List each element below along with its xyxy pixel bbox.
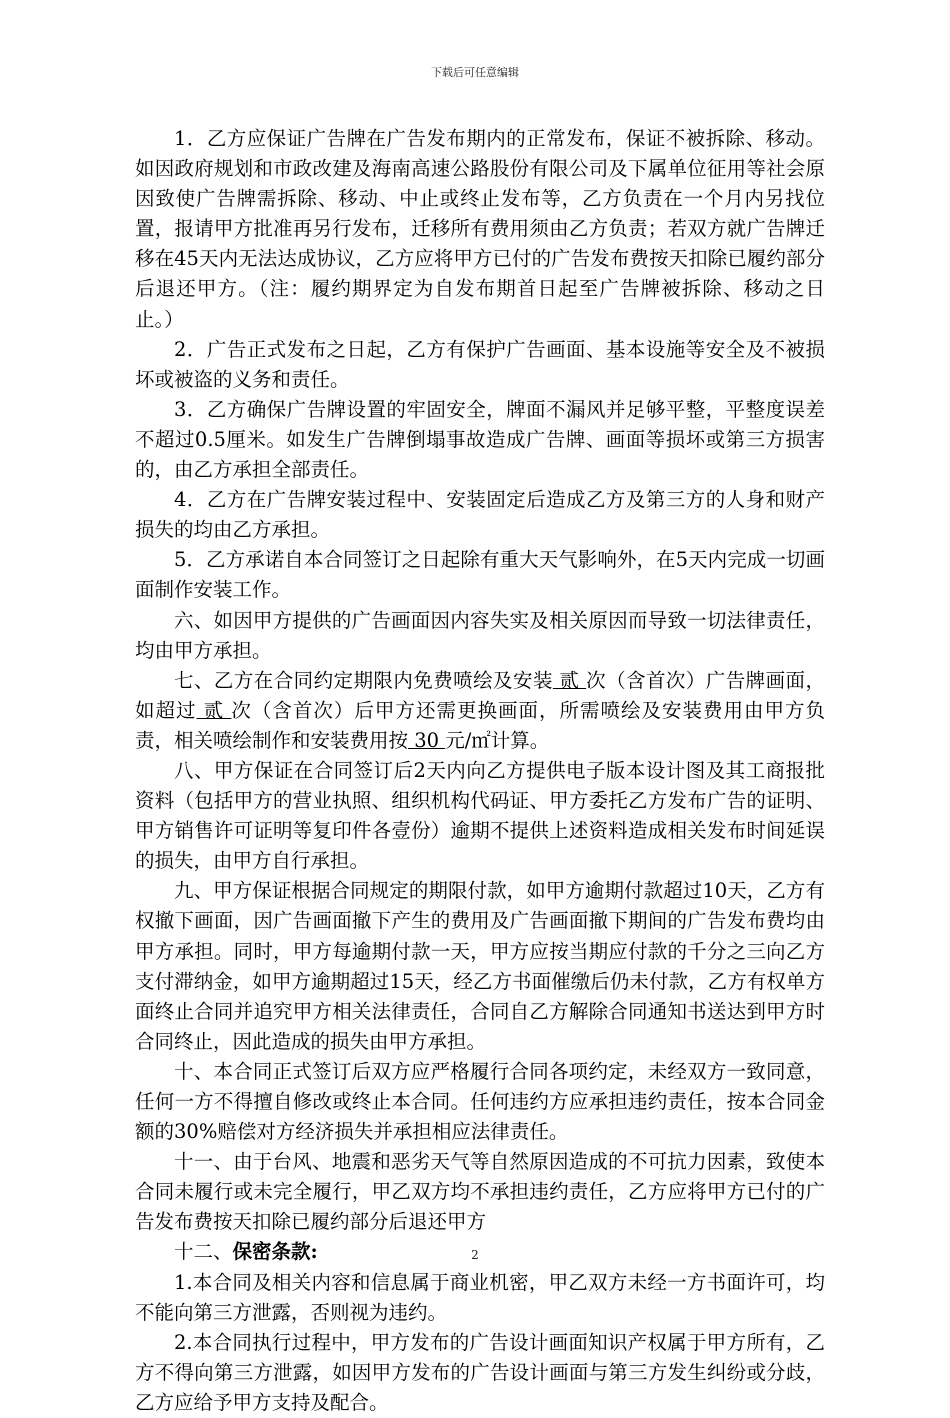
- confidentiality-item-2: 2.本合同执行过程中，甲方发布的广告设计画面知识产权属于甲方所有，乙方不得向第三方泄露，如因甲方发布的广告设计画面与第三方发生纠纷或分歧，乙方应给予甲方支持及配合。: [135, 1330, 825, 1414]
- document-body: [135, 124, 825, 1418]
- clause-3: 3．乙方确保广告牌设置的牢固安全，牌面不漏风并足够平整，平整度误差不超过0.5厘米。如发生广告牌倒塌事故造成广告牌、画面等损坏或第三方损害的，由乙方承担全部责任。: [135, 397, 825, 482]
- clause-seven: [135, 666, 825, 756]
- clause-seven-text-b: 次（含首次）广告牌画面，如超过: [135, 668, 825, 722]
- excess-print-count: 贰: [196, 698, 232, 722]
- confidentiality-item-1: 1.本合同及相关内容和信息属于商业机密，甲乙双方未经一方书面许可，均不能向第三方泄露，否则视为违约。: [135, 1270, 825, 1324]
- clause-twelve-prefix: 十二、: [174, 1240, 233, 1264]
- clause-eleven: 十一、由于台风、地震和恶劣天气等自然原因造成的不可抗力因素，致使本合同未履行或未完全履行，甲乙双方均不承担违约责任，乙方应将甲方已付的广告发布费按天扣除已履约部分后退还甲方: [135, 1150, 825, 1234]
- confidentiality-title: 保密条款:: [232, 1240, 318, 1264]
- clause-eight: 八、甲方保证在合同签订后2天内向乙方提供电子版本设计图及其工商报批资料（包括甲方的营业执照、组织机构代码证、甲方委托乙方发布广告的证明、甲方销售许可证明等复印件各壹份）逾期不提供上述资料造成相关发布时间延误的损失，由甲方自行承担。: [135, 758, 825, 873]
- clause-4: 4．乙方在广告牌安装过程中、安装固定后造成乙方及第三方的人身和财产损失的均由乙方承担。: [135, 488, 825, 542]
- unit-price: 30: [408, 728, 446, 752]
- clause-5: 5．乙方承诺自本合同签订之日起除有重大天气影响外，在5天内完成一切画面制作安装工作。: [135, 548, 825, 602]
- page-header: 下载后可任意编辑: [431, 66, 519, 79]
- clause-seven-text-a: 七、乙方在合同约定期限内免费喷绘及安装: [174, 668, 553, 692]
- clause-2: 2．广告正式发布之日起，乙方有保护广告画面、基本设施等安全及不被损坏或被盗的义务和责任。: [135, 337, 825, 391]
- clause-seven-text-d: 元/㎡计算。: [445, 728, 550, 752]
- clause-nine: 九、甲方保证根据合同规定的期限付款，如甲方逾期付款超过10天，乙方有权撤下画面，因广告画面撤下产生的费用及广告画面撤下期间的广告发布费均由甲方承担。同时，甲方每逾期付款一天，甲方应按当期应付款的千分之三向乙方支付滞纳金，如甲方逾期超过15天，经乙方书面催缴后仍未付款，乙方有权单方面终止合同并追究甲方相关法律责任，合同自乙方解除合同通知书送达到甲方时合同终止，因此造成的损失由甲方承担。: [135, 879, 825, 1053]
- clause-seven-text-c: 次（含首次）后甲方还需更换画面，所需喷绘及安装费用由甲方负责，相关喷绘制作和安装费用按: [135, 698, 825, 752]
- clause-1: 1．乙方应保证广告牌在广告发布期内的正常发布，保证不被拆除、移动。如因政府规划和市政改建及海南高速公路股份有限公司及下属单位征用等社会原因致使广告牌需拆除、移动、中止或终止发布等，乙方负责在一个月内另找位置，报请甲方批准再另行发布，迁移所有费用须由乙方负责；若双方就广告牌迁移在45天内无法达成协议，乙方应将甲方已付的广告发布费按天扣除已履约部分后退还甲方。（注：履约期界定为自发布期首日起至广告牌被拆除、移动之日止。）: [135, 127, 825, 331]
- free-print-count: 贰: [552, 668, 587, 692]
- clause-six: 六、如因甲方提供的广告画面因内容失实及相关原因而导致一切法律责任，均由甲方承担。: [135, 608, 825, 662]
- page-number: 2: [471, 1248, 479, 1262]
- clause-ten: 十、本合同正式签订后双方应严格履行合同各项约定，未经双方一致同意，任何一方不得擅自修改或终止本合同。任何违约方应承担违约责任，按本合同金额的30%赔偿对方经济损失并承担相应法律责任。: [135, 1059, 825, 1144]
